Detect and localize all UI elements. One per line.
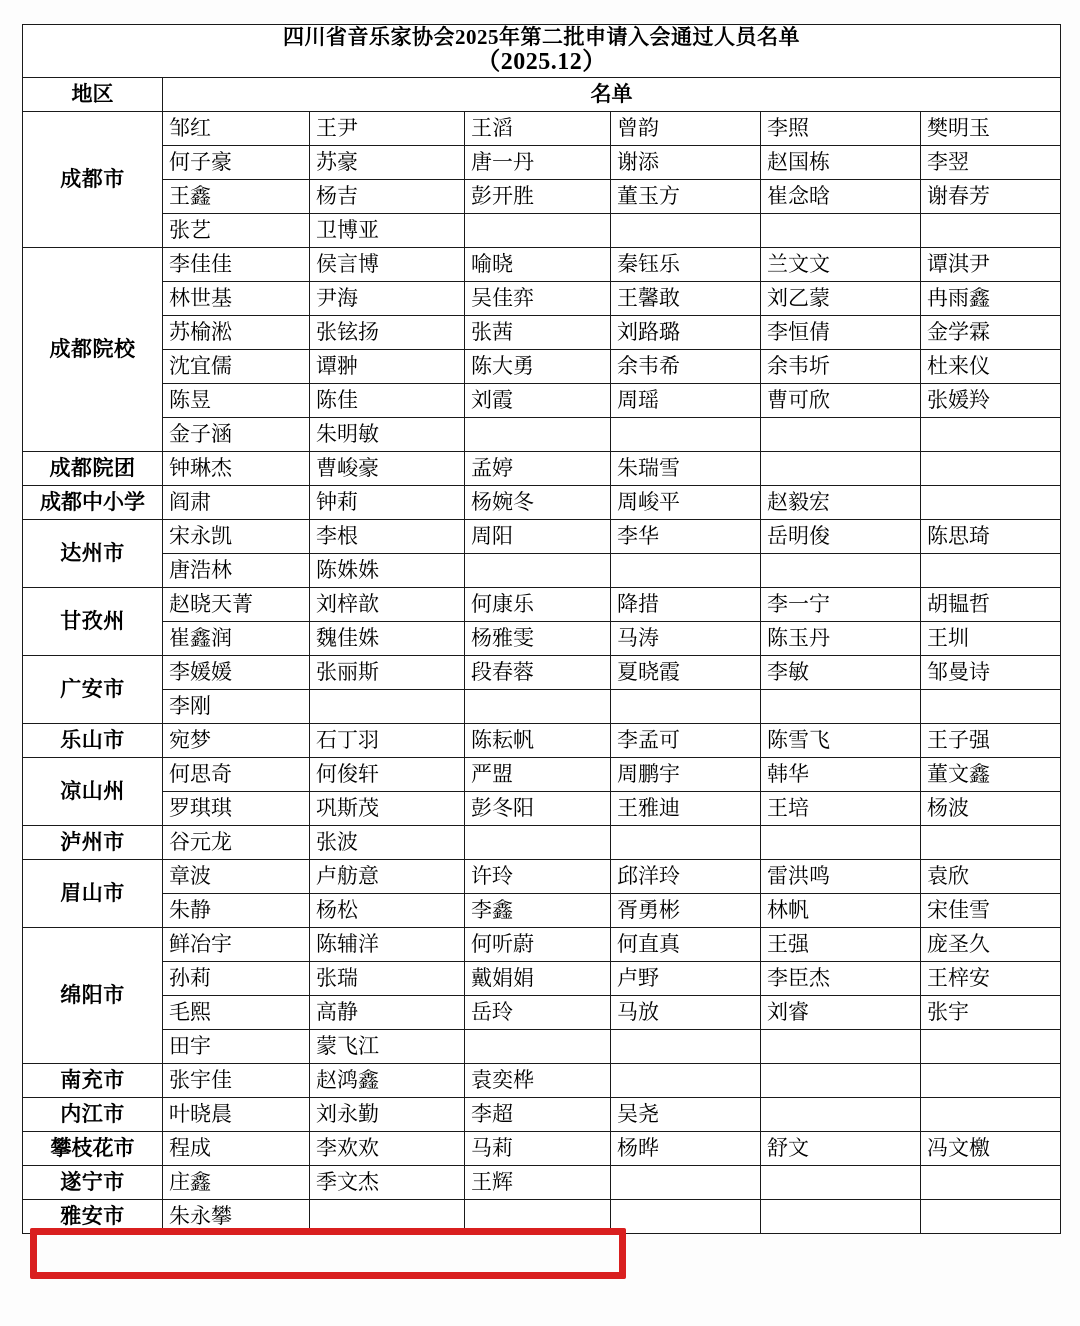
name-cell: 马涛	[611, 621, 761, 655]
region-cell: 成都市	[23, 111, 163, 247]
name-cell: 张丽斯	[310, 655, 465, 689]
name-cell: 雷洪鸣	[761, 859, 921, 893]
name-cell-empty	[611, 213, 761, 247]
name-cell: 谭淇尹	[921, 247, 1061, 281]
table-row	[23, 893, 1061, 927]
name-cell: 李华	[611, 519, 761, 553]
name-cell: 鲜冶宇	[163, 927, 310, 961]
name-cell: 杨婉冬	[465, 485, 611, 519]
name-cell-empty	[611, 1165, 761, 1199]
table-row	[23, 995, 1061, 1029]
red-highlight-box	[30, 1228, 626, 1279]
name-cell: 杨晔	[611, 1131, 761, 1165]
name-cell: 杨吉	[310, 179, 465, 213]
table-row	[23, 451, 1061, 485]
table-row	[23, 859, 1061, 893]
name-cell: 刘路璐	[611, 315, 761, 349]
document-title	[23, 25, 1061, 78]
table-row	[23, 587, 1061, 621]
name-cell: 沈宜儒	[163, 349, 310, 383]
name-cell: 赵毅宏	[761, 485, 921, 519]
name-cell: 朱瑞雪	[611, 451, 761, 485]
name-cell: 袁欣	[921, 859, 1061, 893]
region-cell: 成都院校	[23, 247, 163, 451]
name-cell: 王馨敢	[611, 281, 761, 315]
name-cell-empty	[611, 825, 761, 859]
name-cell: 董玉方	[611, 179, 761, 213]
region-cell: 南充市	[23, 1063, 163, 1097]
name-cell: 唐一丹	[465, 145, 611, 179]
name-cell: 胥勇彬	[611, 893, 761, 927]
name-cell: 崔鑫润	[163, 621, 310, 655]
table-row	[23, 349, 1061, 383]
name-cell: 舒文	[761, 1131, 921, 1165]
title-line-2: （2025.12）	[476, 49, 607, 76]
name-cell: 田宇	[163, 1029, 310, 1063]
name-cell: 彭冬阳	[465, 791, 611, 825]
table-row	[23, 553, 1061, 587]
name-cell: 谢添	[611, 145, 761, 179]
name-cell: 陈辅洋	[310, 927, 465, 961]
name-cell: 尹海	[310, 281, 465, 315]
name-cell: 陈姝姝	[310, 553, 465, 587]
name-cell: 王梓安	[921, 961, 1061, 995]
name-cell: 曹峻豪	[310, 451, 465, 485]
name-cell: 谷元龙	[163, 825, 310, 859]
name-cell: 陈昱	[163, 383, 310, 417]
region-cell: 乐山市	[23, 723, 163, 757]
table-row	[23, 315, 1061, 349]
name-cell: 刘睿	[761, 995, 921, 1029]
name-cell-empty	[761, 417, 921, 451]
name-cell: 季文杰	[310, 1165, 465, 1199]
name-cell: 李媛媛	[163, 655, 310, 689]
name-cell: 周鹏宇	[611, 757, 761, 791]
name-cell: 张茜	[465, 315, 611, 349]
name-cell-empty	[921, 689, 1061, 723]
region-cell: 成都中小学	[23, 485, 163, 519]
region-cell: 雅安市	[23, 1199, 163, 1233]
name-cell: 赵国栋	[761, 145, 921, 179]
name-cell: 朱永攀	[163, 1199, 310, 1233]
name-cell: 刘永勤	[310, 1097, 465, 1131]
name-cell-empty	[761, 1165, 921, 1199]
name-cell: 张媛羚	[921, 383, 1061, 417]
name-cell: 兰文文	[761, 247, 921, 281]
table-row	[23, 519, 1061, 553]
name-cell: 李敏	[761, 655, 921, 689]
name-cell: 张波	[310, 825, 465, 859]
name-cell: 余韦希	[611, 349, 761, 383]
name-cell: 王滔	[465, 111, 611, 145]
name-cell-empty	[761, 689, 921, 723]
name-cell-empty	[761, 1063, 921, 1097]
name-cell: 杨波	[921, 791, 1061, 825]
name-cell: 刘梓歆	[310, 587, 465, 621]
name-cell: 李鑫	[465, 893, 611, 927]
name-cell-empty	[465, 1029, 611, 1063]
name-cell-empty	[611, 553, 761, 587]
name-cell: 卫博亚	[310, 213, 465, 247]
name-cell: 曾韵	[611, 111, 761, 145]
region-cell: 成都院团	[23, 451, 163, 485]
name-cell: 阎肃	[163, 485, 310, 519]
name-cell-empty	[465, 553, 611, 587]
name-cell: 宋佳雪	[921, 893, 1061, 927]
name-cell: 庄鑫	[163, 1165, 310, 1199]
header-names: 名单	[163, 77, 1061, 111]
name-cell: 马莉	[465, 1131, 611, 1165]
column-header-row	[23, 77, 1061, 111]
name-cell: 巩斯茂	[310, 791, 465, 825]
name-cell: 谭翀	[310, 349, 465, 383]
name-cell: 陈雪飞	[761, 723, 921, 757]
name-cell: 张宇佳	[163, 1063, 310, 1097]
name-cell: 李照	[761, 111, 921, 145]
table-row	[23, 485, 1061, 519]
roster-table	[22, 24, 1061, 1234]
region-cell: 内江市	[23, 1097, 163, 1131]
name-cell-empty	[465, 689, 611, 723]
name-cell: 李孟可	[611, 723, 761, 757]
name-cell-empty	[921, 417, 1061, 451]
name-cell-empty	[921, 213, 1061, 247]
region-cell: 凉山州	[23, 757, 163, 825]
table-row	[23, 1097, 1061, 1131]
name-cell: 李臣杰	[761, 961, 921, 995]
name-cell: 李一宁	[761, 587, 921, 621]
table-row	[23, 723, 1061, 757]
name-cell: 王鑫	[163, 179, 310, 213]
table-row	[23, 383, 1061, 417]
name-cell: 魏佳姝	[310, 621, 465, 655]
name-cell: 陈佳	[310, 383, 465, 417]
name-cell: 邱洋玲	[611, 859, 761, 893]
name-cell: 何子豪	[163, 145, 310, 179]
name-cell: 杨雅雯	[465, 621, 611, 655]
name-cell: 钟莉	[310, 485, 465, 519]
name-cell: 林世基	[163, 281, 310, 315]
name-cell-empty	[465, 417, 611, 451]
name-cell: 冉雨鑫	[921, 281, 1061, 315]
name-cell: 卢野	[611, 961, 761, 995]
name-cell: 降措	[611, 587, 761, 621]
name-cell: 樊明玉	[921, 111, 1061, 145]
table-row	[23, 791, 1061, 825]
name-cell: 金学霖	[921, 315, 1061, 349]
name-cell-empty	[310, 689, 465, 723]
name-cell-empty	[921, 825, 1061, 859]
name-cell-empty	[761, 1199, 921, 1233]
name-cell: 夏晓霞	[611, 655, 761, 689]
name-cell: 余韦圻	[761, 349, 921, 383]
name-cell: 何俊轩	[310, 757, 465, 791]
name-cell-empty	[611, 689, 761, 723]
name-cell: 岳明俊	[761, 519, 921, 553]
name-cell: 毛熙	[163, 995, 310, 1029]
name-cell-empty	[611, 1199, 761, 1233]
name-cell-empty	[465, 213, 611, 247]
name-cell: 宋永凯	[163, 519, 310, 553]
name-cell: 崔念晗	[761, 179, 921, 213]
name-cell: 罗琪琪	[163, 791, 310, 825]
name-cell-empty	[921, 1199, 1061, 1233]
table-row	[23, 179, 1061, 213]
name-cell: 刘乙蒙	[761, 281, 921, 315]
name-cell: 陈玉丹	[761, 621, 921, 655]
name-cell-empty	[611, 1063, 761, 1097]
name-cell: 段春蓉	[465, 655, 611, 689]
name-cell: 林帆	[761, 893, 921, 927]
table-row	[23, 757, 1061, 791]
name-cell: 岳玲	[465, 995, 611, 1029]
name-cell-empty	[761, 1029, 921, 1063]
table-row	[23, 111, 1061, 145]
name-cell-empty	[761, 553, 921, 587]
name-cell: 庞圣久	[921, 927, 1061, 961]
name-cell: 王圳	[921, 621, 1061, 655]
name-cell-empty	[761, 451, 921, 485]
name-cell: 陈大勇	[465, 349, 611, 383]
region-cell: 达州市	[23, 519, 163, 587]
name-cell-empty	[611, 417, 761, 451]
name-cell: 金子涵	[163, 417, 310, 451]
name-cell: 刘霞	[465, 383, 611, 417]
name-cell-empty	[921, 1165, 1061, 1199]
table-row	[23, 145, 1061, 179]
region-cell: 攀枝花市	[23, 1131, 163, 1165]
name-cell: 张宇	[921, 995, 1061, 1029]
name-cell: 杜来仪	[921, 349, 1061, 383]
title-row	[23, 25, 1061, 78]
name-cell: 孙莉	[163, 961, 310, 995]
name-cell: 苏豪	[310, 145, 465, 179]
name-cell: 卢舫意	[310, 859, 465, 893]
name-cell: 陈思琦	[921, 519, 1061, 553]
name-cell-empty	[921, 485, 1061, 519]
name-cell: 何听蔚	[465, 927, 611, 961]
name-cell: 周瑶	[611, 383, 761, 417]
name-cell: 周峻平	[611, 485, 761, 519]
name-cell: 许玲	[465, 859, 611, 893]
name-cell: 邹曼诗	[921, 655, 1061, 689]
name-cell: 李佳佳	[163, 247, 310, 281]
name-cell: 吴尧	[611, 1097, 761, 1131]
name-cell: 胡韫哲	[921, 587, 1061, 621]
table-row	[23, 621, 1061, 655]
table-row	[23, 689, 1061, 723]
name-cell-empty	[761, 1097, 921, 1131]
name-cell: 戴娟娟	[465, 961, 611, 995]
name-cell: 李欢欢	[310, 1131, 465, 1165]
name-cell: 王尹	[310, 111, 465, 145]
name-cell: 冯文檄	[921, 1131, 1061, 1165]
name-cell: 唐浩林	[163, 553, 310, 587]
name-cell: 程成	[163, 1131, 310, 1165]
region-cell: 遂宁市	[23, 1165, 163, 1199]
name-cell: 侯言博	[310, 247, 465, 281]
name-cell: 陈耘帆	[465, 723, 611, 757]
name-cell: 王强	[761, 927, 921, 961]
name-cell: 李翌	[921, 145, 1061, 179]
region-cell: 绵阳市	[23, 927, 163, 1063]
table-row	[23, 247, 1061, 281]
name-cell-empty	[921, 1063, 1061, 1097]
name-cell: 苏榆淞	[163, 315, 310, 349]
name-cell: 王雅迪	[611, 791, 761, 825]
name-cell: 孟婷	[465, 451, 611, 485]
name-cell: 张艺	[163, 213, 310, 247]
region-cell: 甘孜州	[23, 587, 163, 655]
name-cell-empty	[761, 825, 921, 859]
table-row	[23, 1029, 1061, 1063]
name-cell: 李恒倩	[761, 315, 921, 349]
table-row	[23, 1063, 1061, 1097]
table-row	[23, 417, 1061, 451]
name-cell: 何直真	[611, 927, 761, 961]
table-row	[23, 281, 1061, 315]
name-cell: 曹可欣	[761, 383, 921, 417]
name-cell: 吴佳弈	[465, 281, 611, 315]
name-cell: 张瑞	[310, 961, 465, 995]
name-cell: 叶晓晨	[163, 1097, 310, 1131]
table-row	[23, 927, 1061, 961]
name-cell: 秦钰乐	[611, 247, 761, 281]
table-row	[23, 825, 1061, 859]
name-cell: 韩华	[761, 757, 921, 791]
name-cell: 王培	[761, 791, 921, 825]
name-cell: 彭开胜	[465, 179, 611, 213]
name-cell: 周阳	[465, 519, 611, 553]
name-cell-empty	[465, 1199, 611, 1233]
name-cell: 宛梦	[163, 723, 310, 757]
region-cell: 广安市	[23, 655, 163, 723]
name-cell: 杨松	[310, 893, 465, 927]
name-cell: 朱静	[163, 893, 310, 927]
header-region: 地区	[23, 77, 163, 111]
name-cell: 谢春芳	[921, 179, 1061, 213]
name-cell-empty	[921, 1097, 1061, 1131]
name-cell: 赵晓天菁	[163, 587, 310, 621]
name-cell: 王辉	[465, 1165, 611, 1199]
name-cell: 何思奇	[163, 757, 310, 791]
name-cell: 石丁羽	[310, 723, 465, 757]
name-cell: 李超	[465, 1097, 611, 1131]
name-cell: 喻晓	[465, 247, 611, 281]
region-cell: 眉山市	[23, 859, 163, 927]
name-cell-empty	[465, 825, 611, 859]
name-cell: 何康乐	[465, 587, 611, 621]
name-cell-empty	[921, 553, 1061, 587]
name-cell: 蒙飞江	[310, 1029, 465, 1063]
name-cell: 李刚	[163, 689, 310, 723]
name-cell: 邹红	[163, 111, 310, 145]
name-cell: 严盟	[465, 757, 611, 791]
name-cell: 马放	[611, 995, 761, 1029]
table-row	[23, 1165, 1061, 1199]
name-cell-empty	[761, 213, 921, 247]
table-row	[23, 1131, 1061, 1165]
name-cell: 王子强	[921, 723, 1061, 757]
name-cell: 钟琳杰	[163, 451, 310, 485]
name-cell: 章波	[163, 859, 310, 893]
name-cell: 董文鑫	[921, 757, 1061, 791]
name-cell: 李根	[310, 519, 465, 553]
table-row	[23, 961, 1061, 995]
name-cell-empty	[310, 1199, 465, 1233]
name-cell: 朱明敏	[310, 417, 465, 451]
title-line-1: 四川省音乐家协会2025年第二批申请入会通过人员名单	[283, 25, 801, 49]
name-cell-empty	[611, 1029, 761, 1063]
table-row	[23, 213, 1061, 247]
name-cell-empty	[921, 451, 1061, 485]
name-cell: 张铉扬	[310, 315, 465, 349]
name-cell: 赵鸿鑫	[310, 1063, 465, 1097]
table-row	[23, 1199, 1061, 1233]
region-cell: 泸州市	[23, 825, 163, 859]
table-row	[23, 655, 1061, 689]
name-cell: 高静	[310, 995, 465, 1029]
name-cell: 袁奕桦	[465, 1063, 611, 1097]
name-cell-empty	[921, 1029, 1061, 1063]
